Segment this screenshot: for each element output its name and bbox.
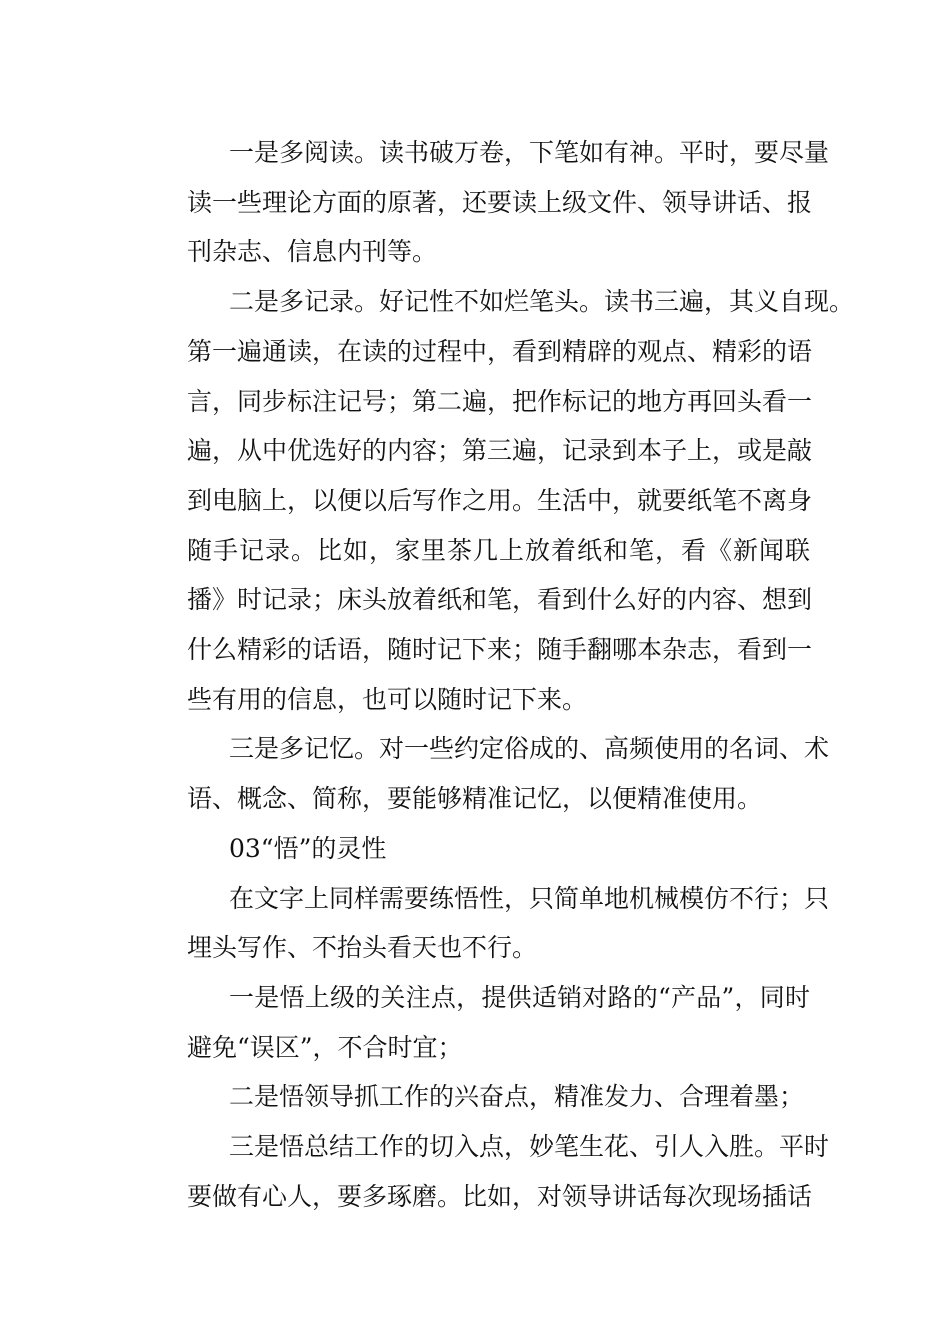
text-line: 随手记录。比如，家里茶几上放着纸和笔，看《新闻联 bbox=[187, 535, 810, 565]
text-line: 三是多记忆。对一些约定俗成的、高频使用的名词、术 bbox=[229, 734, 830, 764]
paragraph-practice-insight bbox=[145, 874, 830, 973]
paragraph-leader-excitement bbox=[145, 1072, 810, 1122]
text-line: 避免“误区”，不合时宜； bbox=[187, 1032, 463, 1062]
paragraph-record-more bbox=[145, 277, 855, 724]
text-line: 要做有心人，要多琢磨。比如，对领导讲话每次现场插话 bbox=[187, 1181, 813, 1211]
text-line: 言，同步标注记号；第二遍，把作标记的地方再回头看一 bbox=[187, 386, 813, 416]
text-line: 一是悟上级的关注点，提供适销对路的“产品”，同时 bbox=[229, 982, 810, 1012]
paragraph-summary-entry bbox=[145, 1122, 830, 1221]
text-line: 语、概念、简称，要能够精准记忆，以便精准使用。 bbox=[187, 784, 763, 814]
section-heading bbox=[145, 824, 810, 874]
text-line: 播》时记录；床头放着纸和笔，看到什么好的内容、想到 bbox=[187, 585, 813, 615]
paragraph-superior-focus bbox=[145, 973, 810, 1072]
heading-line: 03“悟”的灵性 bbox=[229, 833, 387, 863]
text-line: 些有用的信息，也可以随时记下来。 bbox=[187, 684, 588, 714]
text-line: 在文字上同样需要练悟性，只简单地机械模仿不行；只 bbox=[229, 883, 830, 913]
text-line: 遍，从中优选好的内容；第三遍，记录到本子上，或是敲 bbox=[187, 436, 813, 466]
text-line: 第一遍通读，在读的过程中，看到精辟的观点、精彩的语 bbox=[187, 336, 813, 366]
text-line: 埋头写作、不抬头看天也不行。 bbox=[187, 933, 538, 963]
text-line: 什么精彩的话语，随时记下来；随手翻哪本杂志，看到一 bbox=[187, 635, 813, 665]
text-line: 二是悟领导抓工作的兴奋点，精准发力、合理着墨； bbox=[229, 1082, 805, 1112]
text-line: 到电脑上，以便以后写作之用。生活中，就要纸笔不离身 bbox=[187, 485, 813, 515]
text-line: 读一些理论方面的原著，还要读上级文件、领导讲话、报 bbox=[187, 187, 813, 217]
text-line: 刊杂志、信息内刊等。 bbox=[187, 237, 438, 267]
text-line: 三是悟总结工作的切入点，妙笔生花、引人入胜。平时 bbox=[229, 1132, 830, 1162]
document-body bbox=[145, 128, 855, 1221]
text-line: 一是多阅读。读书破万卷，下笔如有神。平时，要尽量 bbox=[229, 138, 830, 167]
text-line: 二是多记录。好记性不如烂笔头。读书三遍，其义自现。 bbox=[229, 287, 855, 317]
paragraph-read-more bbox=[145, 128, 830, 277]
paragraph-memorize-more bbox=[145, 724, 830, 823]
